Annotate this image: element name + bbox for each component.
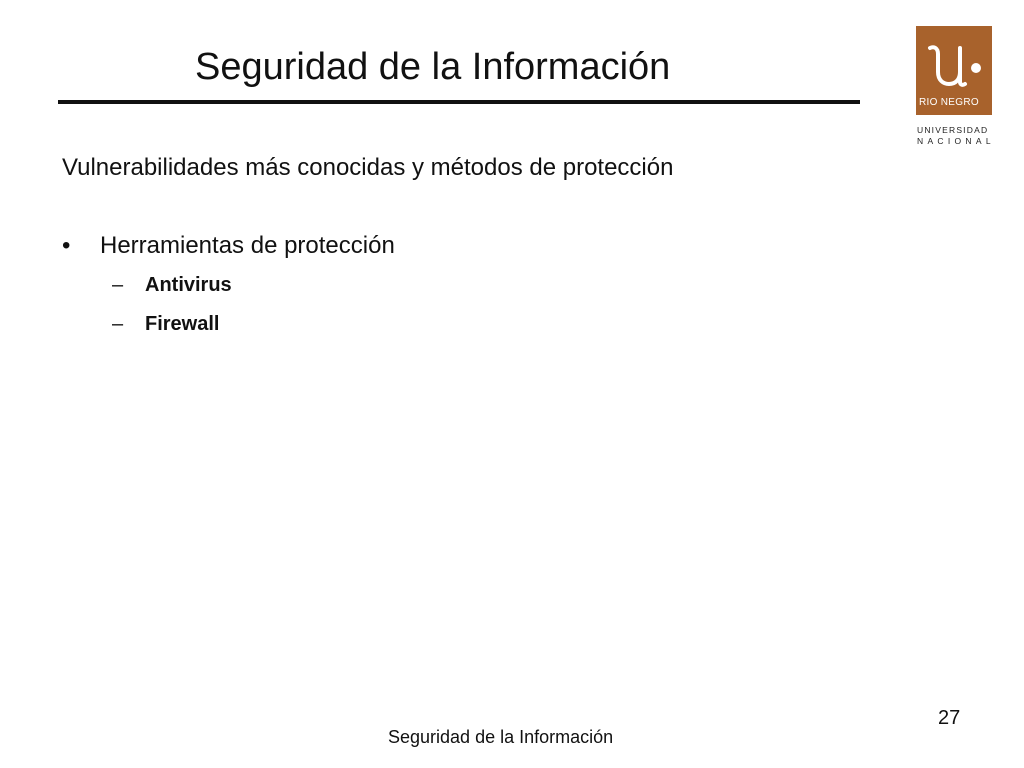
logo-town: RIO NEGRO bbox=[919, 97, 979, 108]
page-number: 27 bbox=[938, 707, 961, 729]
title-rule bbox=[58, 100, 860, 104]
university-logo bbox=[916, 26, 995, 148]
sub-item-text: Antivirus bbox=[145, 274, 232, 296]
slide-footer: Seguridad de la Información bbox=[388, 727, 614, 747]
logo-box bbox=[916, 26, 992, 115]
sub-item-marker: – bbox=[112, 274, 124, 296]
logo-mark-icon bbox=[926, 42, 986, 92]
logo-line-universidad: UNIVERSIDAD bbox=[917, 125, 989, 135]
slide-title: Seguridad de la Información bbox=[195, 46, 671, 88]
sub-item-marker: – bbox=[112, 313, 124, 335]
bullet-text: Herramientas de protección bbox=[100, 232, 395, 259]
slide-subtitle: Vulnerabilidades más conocidas y métodos de protección bbox=[62, 154, 674, 181]
bullet-marker: • bbox=[62, 232, 71, 259]
logo-line-nacional: NACIONAL bbox=[917, 136, 995, 146]
sub-item-text: Firewall bbox=[145, 313, 220, 335]
